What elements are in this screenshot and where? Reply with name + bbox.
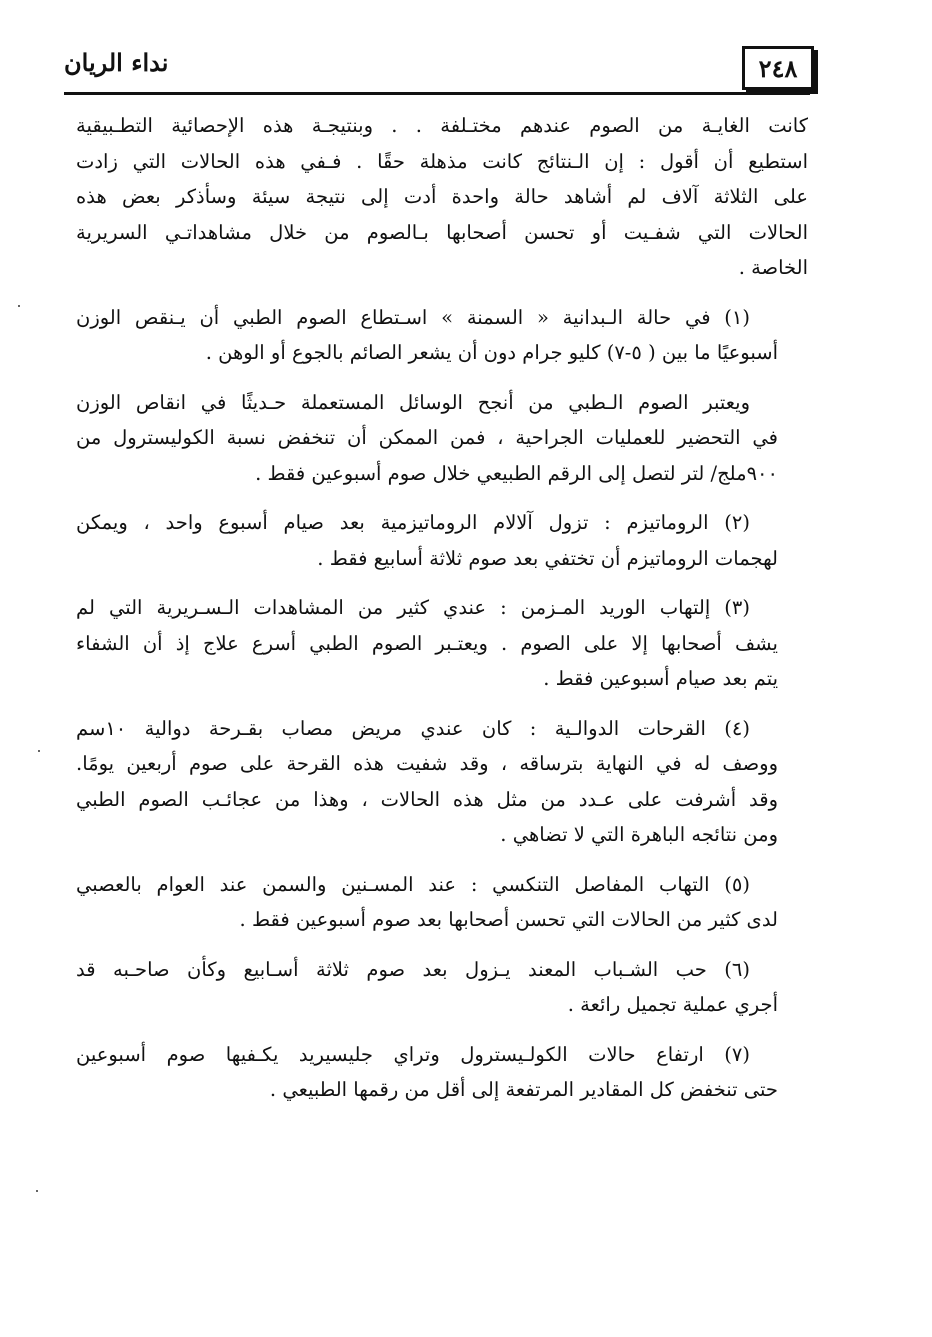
text-line: (١) في حالة الـبدانية « السمنة » اسـتطاع الصوم الطبي أن يـنقص الوزن bbox=[76, 305, 750, 329]
text-line: (٣) إلتهاب الوريد المـزمن : عندي كثير من المشاهدات الـسـريرية التي لم bbox=[76, 596, 750, 619]
paragraph-cholesterol bbox=[76, 1037, 808, 1108]
text-line: أسبوعيًا ما بين ( ٥-٧) كليو جرام دون أن يشعر الصائم بالجوع أو الوهن . bbox=[205, 341, 778, 364]
paragraph-obesity bbox=[76, 300, 808, 371]
text-line: (٦) حب الشـباب المعند يـزول بعد صوم ثلاثة أسـابيع وكأن صاحـبه قد bbox=[76, 957, 750, 981]
page-number-box bbox=[742, 46, 814, 90]
text-line: لدى كثير من الحالات التي تحسن أصحابها بعد صوم أسبوعين فقط . bbox=[239, 908, 778, 931]
text-line: ويعتبر الصوم الـطبي من أنجح الوسائل المستعملة حـديثًا في انقاص الوزن bbox=[76, 390, 750, 414]
paragraph-acne bbox=[76, 952, 808, 1023]
text-line: ٩٠٠ملج/ لتر لتصل إلى الرقم الطبيعي خلال صوم أسبوعين فقط . bbox=[255, 461, 778, 485]
text-line: ووصف له في النهاية بترساقه ، وقد شفيت هذه القرحة على صوم أربعين يومًا. bbox=[76, 752, 778, 775]
text-line: وقد أشرفت على عـدد من مثل هذه الحالات ، وهذا من عجائـب الصوم الطبي bbox=[76, 787, 778, 811]
paragraph-intro bbox=[76, 108, 808, 286]
page-header bbox=[64, 40, 814, 100]
paragraph-phlebitis bbox=[76, 590, 808, 697]
text-line: (٧) ارتفاع حالات الكولـيسترول وتراي جليسيريد يكـفيها صوم أسبوعين bbox=[76, 1042, 750, 1066]
scan-speck bbox=[38, 750, 40, 752]
header-rule bbox=[64, 92, 810, 95]
text-line: (٥) التهاب المفاصل التنكسي : عند المسـنين والسمن عند العوام بالعصبي bbox=[76, 872, 750, 896]
text-line: (٤) القرحات الدوالـية : كان عندي مريض مصاب بقـرحة دوالية ١٠سم bbox=[76, 716, 750, 740]
text-line: استطيع أن أقول : إن الـنتائج كانت مذهلة حقًا . فـفي هذه الحالات التي زادت bbox=[76, 149, 808, 173]
text-line: كانت الغايـة من الصوم عندهم مختـلفة . . وبنتيجـة هذه الإحصائية التطـبيقية bbox=[76, 114, 808, 137]
text-line: (٢) الروماتيزم : تزول آلالام الروماتيزمية بعد صيام أسبوع واحد ، ويمكن bbox=[76, 511, 750, 534]
paragraph-weight-loss bbox=[76, 385, 808, 492]
body-text bbox=[76, 108, 808, 1122]
scan-speck bbox=[36, 1190, 38, 1192]
text-line: يشف أصحابها إلا على الصوم . ويعتـبر الصوم الطبي أسرع علاج إذ أن الشفاء bbox=[76, 631, 778, 655]
paragraph-varicose-ulcers bbox=[76, 711, 808, 853]
scan-speck bbox=[18, 305, 20, 307]
text-line: حتى تنخفض كل المقادير المرتفعة إلى أقل من رقمها الطبيعي . bbox=[269, 1078, 778, 1101]
text-line: في التحضير للعمليات الجراحية ، فمن الممكن أن تنخفض نسبة الكوليسترول من bbox=[76, 426, 778, 449]
text-line: على الثلاثة آلاف لم أشاهد حالة واحدة أدت إلى نتيجة سيئة وسأذكر بعض هذه bbox=[76, 185, 808, 208]
text-line: أجري عملية تجميل رائعة . bbox=[567, 993, 778, 1016]
text-line: ومن نتائجه الباهرة التي لا تضاهي . bbox=[500, 823, 778, 846]
paragraph-arthritis bbox=[76, 867, 808, 938]
page-number: ٢٤٨ bbox=[758, 53, 798, 83]
text-line: الخاصة . bbox=[738, 256, 808, 279]
text-line: لهجمات الروماتيزم أن تختفي بعد صوم ثلاثة أسابيع فقط . bbox=[317, 546, 778, 570]
text-line: الحالات التي شفـيت أو تحسن أصحابها بـالصوم من خلال مشاهداتـي السريرية bbox=[76, 220, 808, 244]
text-line: يتم بعد صيام أسبوعين فقط . bbox=[543, 667, 778, 690]
running-title: نداء الريان bbox=[64, 48, 169, 77]
paragraph-rheumatism bbox=[76, 505, 808, 576]
